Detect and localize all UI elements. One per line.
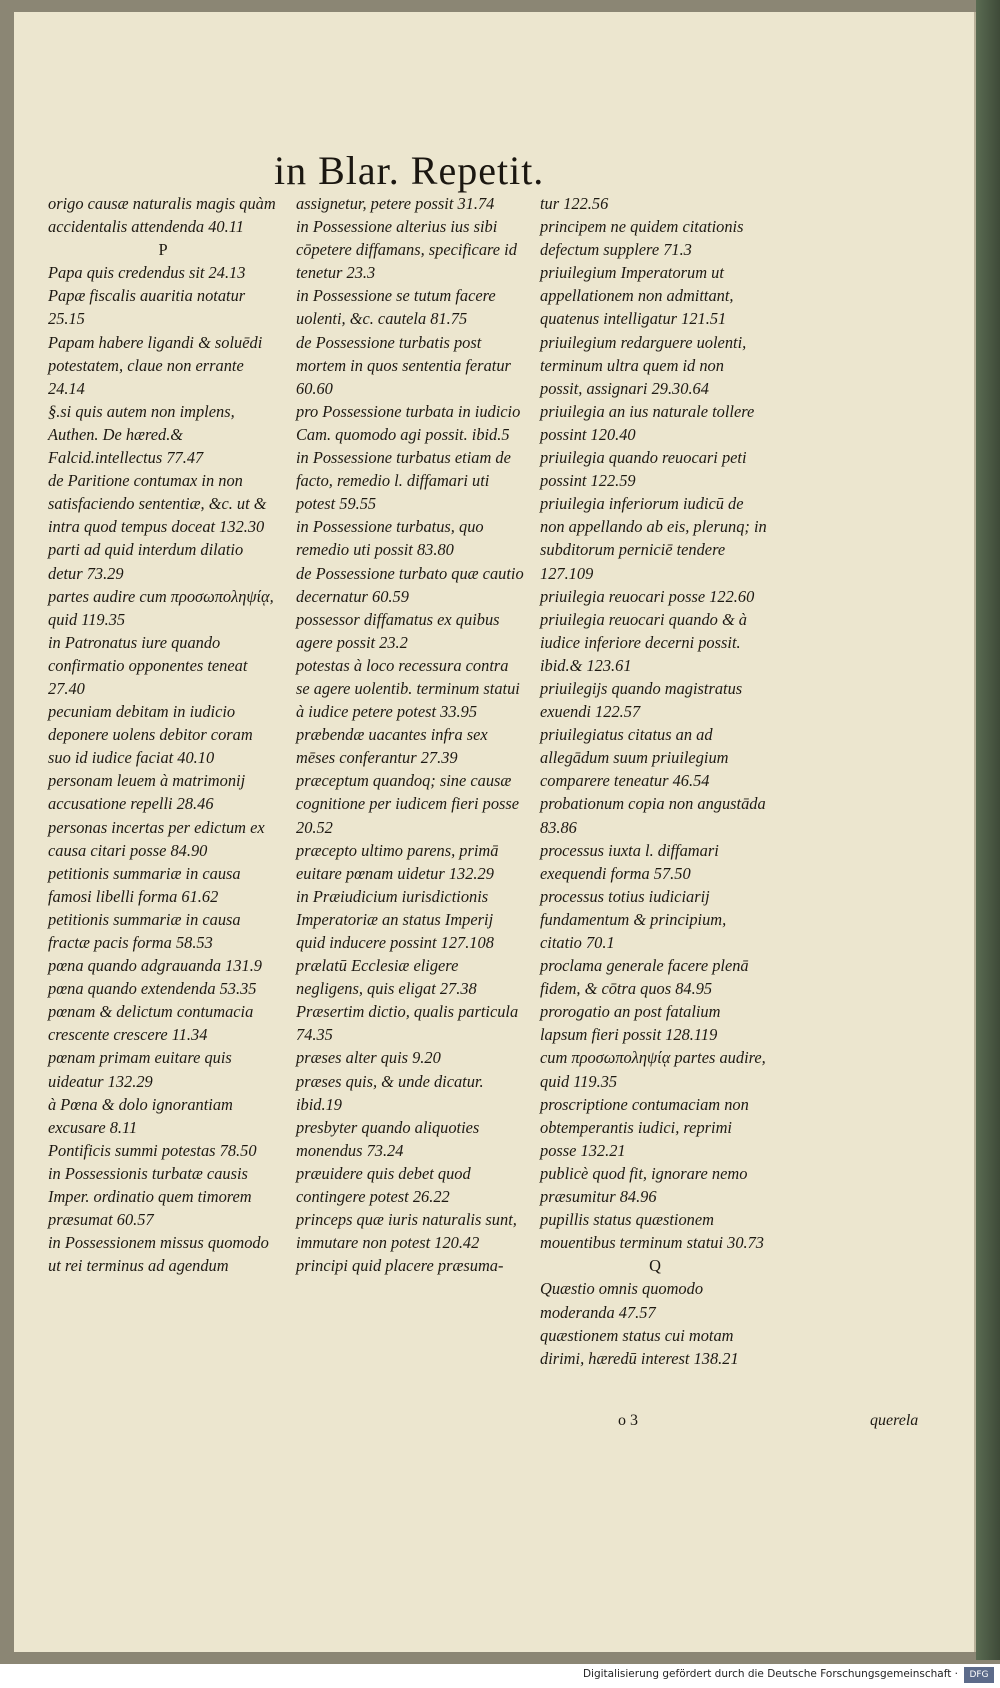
running-head: in Blar. Repetit. bbox=[274, 148, 545, 193]
index-entry: Papam habere ligandi & soluēdi potestatem, claue non errante 24.14 bbox=[48, 332, 263, 398]
index-entry: pupillis status quæstionem mouentibus terminum statui 30.73 bbox=[540, 1210, 765, 1253]
index-entry: princeps quæ iuris naturalis sunt, immutare non potest 120.42 bbox=[296, 1210, 517, 1253]
index-entry: in Patronatus iure quando confirmatio opponentes teneat 27.40 bbox=[48, 632, 248, 698]
index-entry: §.si quis autem non implens, Authen. De hæred.& Falcid.intellectus 77.47 bbox=[48, 401, 235, 468]
index-entry: in Possessione turbatus etiam de facto, remedio l. diffamari uti potest 59.55 bbox=[296, 448, 511, 514]
index-entry: Pontificis summi potestas 78.50 bbox=[48, 1140, 257, 1160]
index-entry: publicè quod fit, ignorare nemo præsumitur 84.96 bbox=[540, 1163, 748, 1207]
index-entry: origo causæ naturalis magis quàm accidentalis attendenda 40.11 bbox=[48, 194, 276, 237]
index-column-3 bbox=[540, 192, 770, 1370]
index-entry: Papa quis credendus sit 24.13 bbox=[48, 263, 246, 283]
index-entry: processus iuxta l. diffamari exequendi forma 57.50 bbox=[540, 840, 719, 883]
index-entry: principem ne quidem citationis defectum supplere 71.3 bbox=[540, 217, 744, 260]
index-entry: tur 122.56 bbox=[540, 194, 609, 213]
index-entry: de Paritione contumax in non satisfaciendo sententiæ, &c. ut & intra quod tempus doceat 132.30 bbox=[48, 471, 267, 537]
index-entry: in Possessione turbatus, quo remedio uti possit 83.80 bbox=[296, 517, 484, 560]
index-column-1 bbox=[48, 192, 278, 1277]
index-entry: priuilegia reuocari posse 122.60 bbox=[540, 586, 755, 606]
index-entry: prorogatio an post fatalium lapsum fieri possit 128.119 bbox=[540, 1002, 721, 1045]
index-entry: priuilegia quando reuocari peti possint 122.59 bbox=[540, 448, 747, 491]
index-entry: Præsertim dictio, qualis particula 74.35 bbox=[296, 1002, 519, 1045]
index-entry: priuilegijs quando magistratus exuendi 122.57 bbox=[540, 678, 743, 722]
book-spine bbox=[976, 0, 1000, 1660]
index-entry: priuilegia an ius naturale tollere possint 120.40 bbox=[540, 401, 755, 444]
index-entry: præuidere quis debet quod contingere potest 26.22 bbox=[296, 1163, 471, 1207]
signature-mark: o 3 bbox=[618, 1412, 638, 1429]
index-entry: personam leuem à matrimonij accusatione repelli 28.46 bbox=[48, 771, 246, 814]
index-entry: principi quid placere præsuma- bbox=[296, 1256, 504, 1276]
index-entry: pœnam & delictum contumacia crescente crescere 11.34 bbox=[48, 1002, 254, 1045]
index-entry: parti ad quid interdum dilatio detur 73.29 bbox=[48, 540, 244, 583]
index-entry: in Possessione se tutum facere uolenti, &c. cautela 81.75 bbox=[296, 286, 496, 329]
footer-bar bbox=[0, 1664, 1000, 1688]
index-entry: pœnam primam euitare quis uideatur 132.29 bbox=[48, 1048, 232, 1091]
index-entry: petitionis summariæ in causa fractæ pacis forma 58.53 bbox=[48, 909, 241, 952]
index-entry: presbyter quando aliquoties monendus 73.24 bbox=[296, 1117, 480, 1160]
index-entry: partes audire cum προσωποληψίᾳ, quid 119.35 bbox=[48, 586, 274, 629]
index-entry: præceptum quandoq; sine causæ cognitione per iudicem fieri posse 20.52 bbox=[296, 771, 520, 837]
index-column-2 bbox=[296, 192, 526, 1277]
index-entry: præses quis, & unde dicatur. ibid.19 bbox=[296, 1071, 484, 1114]
index-entry: præbendæ uacantes infra sex mēses conferantur 27.39 bbox=[296, 725, 488, 768]
section-letter: Q bbox=[649, 1256, 661, 1276]
index-entry: possessor diffamatus ex quibus agere possit 23.2 bbox=[296, 609, 500, 652]
index-entry: pecuniam debitam in iudicio deponere uolens debitor coram suo id iudice faciat 40.10 bbox=[48, 702, 253, 768]
index-entry: cum προσωποληψίᾳ partes audire, quid 119.35 bbox=[540, 1048, 766, 1091]
index-entry: priuilegium redarguere uolenti, terminum ultra quem id non possit, assignari 29.30.64 bbox=[540, 332, 747, 398]
index-entry: petitionis summariæ in causa famosi libelli forma 61.62 bbox=[48, 863, 241, 906]
index-entry: de Possessione turbatis post mortem in quos sententia feratur 60.60 bbox=[296, 332, 511, 398]
index-entry: pro Possessione turbata in iudicio Cam. quomodo agi possit. ibid.5 bbox=[296, 401, 521, 444]
index-entry: pœna quando extendenda 53.35 bbox=[48, 979, 257, 999]
index-entry: prælatū Ecclesiæ eligere negligens, quis eligat 27.38 bbox=[296, 956, 477, 999]
index-entry: Quæstio omnis quomodo moderanda 47.57 bbox=[540, 1279, 704, 1322]
index-entry: priuilegia reuocari quando & à iudice inferiore decerni possit. ibid.& 123.61 bbox=[540, 609, 747, 675]
index-entry: quæstionem status cui motam dirimi, hæredū interest 138.21 bbox=[540, 1325, 739, 1368]
index-entry: proclama generale facere plenā fidem, & cōtra quos 84.95 bbox=[540, 956, 749, 999]
index-entry: præcepto ultimo parens, primā euitare pœnam uidetur 132.29 bbox=[296, 840, 499, 883]
index-entry: Papæ fiscalis auaritia notatur 25.15 bbox=[48, 286, 246, 329]
index-entry: de Possessione turbato quæ cautio decernatur 60.59 bbox=[296, 563, 524, 606]
index-entry: à Pœna & dolo ignorantiam excusare 8.11 bbox=[48, 1094, 233, 1137]
index-entry: priuilegium Imperatorum ut appellationem non admittant, quatenus intelligatur 121.51 bbox=[540, 263, 734, 329]
index-entry: in Possessione alterius ius sibi cōpetere diffamans, specificare id tenetur 23.3 bbox=[296, 217, 517, 283]
index-entry: priuilegia inferiorum iudicū de non appellando ab eis, plerunq; in subditorum perniciē tendere 127.109 bbox=[540, 494, 767, 583]
index-entry: pœna quando adgrauanda 131.9 bbox=[48, 956, 262, 976]
index-entry: personas incertas per edictum ex causa citari posse 84.90 bbox=[48, 817, 265, 860]
index-entry: proscriptione contumaciam non obtemperantis iudici, reprimi posse 132.21 bbox=[540, 1094, 749, 1160]
index-entry: in Præiudicium iurisdictionis Imperatoriæ an status Imperij quid inducere possint 127.108 bbox=[296, 886, 494, 952]
index-entry: potestas à loco recessura contra se agere uolentib. terminum statui à iudice petere potest 33.95 bbox=[296, 655, 520, 722]
section-letter: P bbox=[158, 240, 168, 260]
catchword: querela bbox=[870, 1412, 919, 1429]
index-entry: in Possessionis turbatæ causis Imper. ordinatio quem timorem præsumat 60.57 bbox=[48, 1163, 252, 1230]
index-entry: in Possessionem missus quomodo ut rei terminus ad agendum bbox=[48, 1233, 269, 1276]
index-entry: probationum copia non angustāda 83.86 bbox=[540, 794, 766, 837]
index-entry: assignetur, petere possit 31.74 bbox=[296, 194, 495, 213]
index-entry: præses alter quis 9.20 bbox=[296, 1048, 441, 1068]
index-entry: processus totius iudiciarij fundamentum & principium, citatio 70.1 bbox=[540, 886, 727, 952]
index-entry: priuilegiatus citatus an ad allegādum suum priuilegium comparere teneatur 46.54 bbox=[540, 725, 729, 791]
dfg-logo: DFG bbox=[964, 1667, 994, 1683]
footer-credit: Digitalisierung gefördert durch die Deutsche Forschungsgemeinschaft · bbox=[582, 1668, 958, 1680]
